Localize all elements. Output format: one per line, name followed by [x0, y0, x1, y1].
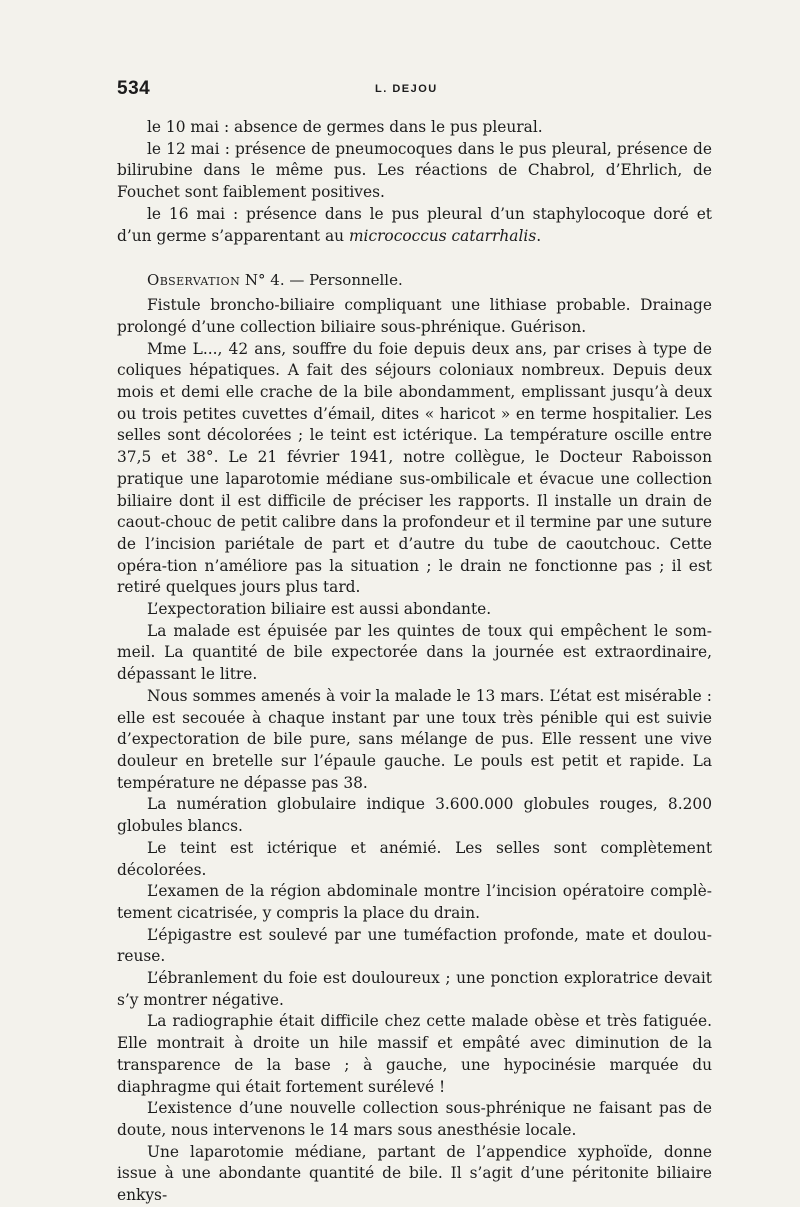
paragraph: La numération globulaire indique 3.600.000 globules rouges, 8.200 globules blancs.: [117, 795, 712, 836]
paragraph-16-mai-text: le 16 mai : présence dans le pus pleural d’un staphylocoque doré et d’un germe s’apparentant au: [117, 204, 712, 245]
paragraph: L’ébranlement du foie est douloureux ; une ponction exploratrice devait s’y montrer négative.: [117, 969, 712, 1009]
paragraph: Nous sommes amenés à voir la malade le 13 mars. L’état est misérable : elle est secouée à chaque instant par une toux très pénible qui est suivie d’expectoration de bile pure, sans mélange de pus. Elle ressent une vive douleur en bretelle sur l’épaule gauche. Le pouls est petit et rapide. La température ne dépasse pas 38.: [117, 686, 712, 792]
paragraph: La radiographie était difficile chez cette malade obèse et très fatiguée. Elle montrait à droite un hile massif et empâté avec diminution de la transparence de la base ; à gauche, une hypocinésie marquée du diaphragme qui était fortement surélevé !: [117, 1012, 712, 1096]
body-text: [117, 117, 712, 1207]
paragraph-16-mai-end: .: [536, 226, 542, 245]
paragraph-10-mai: le 10 mai : absence de germes dans le pus pleural.: [147, 118, 543, 136]
running-head: L. DEJOU: [375, 83, 438, 95]
paragraph: L’expectoration biliaire est aussi abondante.: [147, 600, 492, 619]
page-number: 534: [117, 78, 151, 99]
summary-paragraph: Fistule broncho-biliaire compliquant une lithiase probable. Drainage prolongé d’une collection biliaire sous-phrénique. Guérison.: [117, 296, 712, 336]
species-name: micrococcus catarrhalis: [348, 226, 537, 245]
observation-label: Observation: [147, 271, 241, 290]
paragraph: Une laparotomie médiane, partant de l’appendice xyphoïde, donne issue à une abondante quantité de bile. Il s’agit d’une péritonite biliaire enkys-: [117, 1142, 712, 1205]
observation-title: N° 4. — Personnelle.: [240, 271, 403, 290]
paragraph: L’épigastre est soulevé par une tuméfaction profonde, mate et doulou-reuse.: [117, 925, 712, 966]
observation-heading: [117, 269, 712, 291]
paragraph-12-mai: le 12 mai : présence de pneumocoques dans le pus pleural, présence de bilirubine dans le même pus. Les réactions de Chabrol, d’Ehrlich, de Fouchet sont faiblement positives.: [117, 139, 712, 202]
paragraph: La malade est épuisée par les quintes de toux qui empêchent le som-meil. La quantité de bile expectorée dans la journée est extraordinaire, dépassant le litre.: [117, 621, 712, 684]
history-paragraph: Mme L..., 42 ans, souffre du foie depuis deux ans, par crises à type de coliques hépatiques. A fait des séjours coloniaux nombreux. Depuis deux mois et demi elle crache de la bile abondamment, emplissant jusqu’à deux ou trois petites cuvettes d’émail, dites « haricot » en terme hospitalier. Les selles sont décolorées ; le teint est ictérique. La température oscille entre 37,5 et 38°. Le 21 février 1941, notre collègue, le Docteur Raboisson pratique une laparotomie médiane sus-ombilicale et évacue une collection biliaire dont il est difficile de préciser les rapports. Il installe un drain de caout-chouc de petit calibre dans la profondeur et il termine par une suture de l’incision pariétale de part et d’autre du tube de caoutchouc. Cette opéra-tion n’améliore pas la situation ; le drain ne fonctionne pas ; il est retiré quelques jours plus tard.: [117, 339, 712, 597]
page-header: [117, 78, 712, 102]
paragraph: L’existence d’une nouvelle collection sous-phrénique ne faisant pas de doute, nous intervenons le 14 mars sous anesthésie locale.: [117, 1099, 712, 1139]
paragraph-16-mai: [117, 204, 712, 247]
paragraph: L’examen de la région abdominale montre l’incision opératoire complè-tement cicatrisée, y compris la place du drain.: [117, 882, 712, 922]
paragraph: Le teint est ictérique et anémié. Les selles sont complètement décolorées.: [117, 838, 712, 879]
